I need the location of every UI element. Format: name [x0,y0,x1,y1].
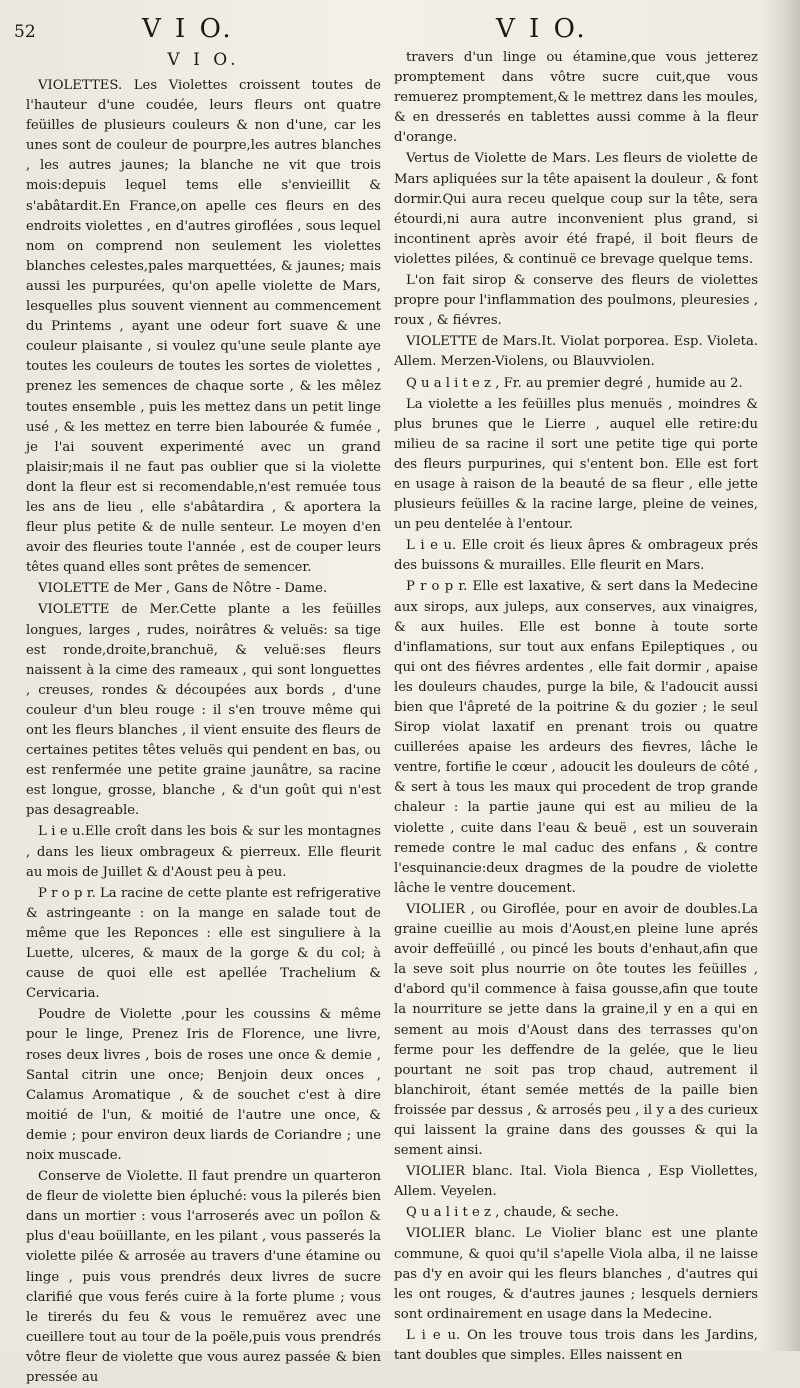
right-column [394,48,758,1366]
entry-lieu: L i e u.Elle croît dans les bois & sur les montagnes , dans les lieux ombrageux & pierreux. Elle fleurit au mois de Juillet & d'Aoust peu à peu. [26,824,381,880]
entry-violette-de-mer-heading: VIOLETTE de Mer , Gans de Nôtre - Dame. [38,581,328,597]
entry-qualitez: Q u a l i t e z , Fr. au premier degré , humide au 2. [406,375,743,391]
page-edge-shadow [760,0,800,1351]
page-number: 52 [14,22,36,42]
entry-vertus-de-violette: Vertus de Violette de Mars. Les fleurs de violette de Mars apliquées sur la tête apaisent la douleur , & font dormir.Qui aura receu quelque coup sur la tête, sera étourdi,ni aura autre inconvenient plus grand, si incontinent après avoir été frapé, il boit fleurs de violettes pilées, & continuë ce brevage quelque tems. [394,151,758,267]
entry-conserve-de-violette: Conserve de Violette. Il faut prendre un quarteron de fleur de violette bien épluché: vous la pilerés bien dans un mortier : vous l'arroserés avec un poîlon & plus d'eau boüillante, en les pilant , vous passerés la violette pilée & arrosée au travers d'une étamine ou linge , puis vous prendrés deux livres de sucre clarifié que vous ferés cuire à la forte plume ; vous le tirerés du feu & vous le remuërez avec une cueillere tout au tour de la poële,puis vous prendrés vôtre fleur de violette que vous aurez passée & bien pressée au [26,1169,381,1385]
entry-continuation: travers d'un linge ou étamine,que vous jetterez promptement dans vôtre sucre cuit,que vous remuerez promptement,& le mettrez dans les moules, & en dresserés en tablettes aussi comme à la fleur d'orange. [394,50,758,146]
entry-violier-giroflee: VIOLIER , ou Giroflée, pour en avoir de doubles.La graine cueillie au mois d'Aoust,en pleine lune aprés avoir deffeüillé , ou pincé les bouts d'enhaut,afin que la seve soit plus nourrie on ôte toutes les feüilles , d'abord qu'il commence à faisa gousse,afin que toute la nourriture se jette dans la graine,il y en a qui en sement au mois d'Aoust dans des terrasses qu'on ferme pour les deffendre de la gelée, que le lieu pourtant ne soit pas trop chaud, autrement il blanchiroit, étant semée mettés de la paille bien froissée par dessus , & arrosés peu , il y a des curieux qui laissent la graine dans des gousses & qui la sement ainsi. [394,901,758,1159]
running-head-right: V I O. [496,14,588,44]
entry-propr: P r o p r. La racine de cette plante est refrigerative & astringeante : on la mange en salade tout de même que les Reponces : elle est singuliere à la Luette, ulceres, & maux de la gorge & du col; à cause de quoi elle est apellée Trachelium & Cervicaria. [26,885,381,1002]
entry-poudre-de-violette: Poudre de Violette ,pour les coussins & même pour le linge, Prenez Iris de Florence, une livre, roses deux livres , bois de roses une once & demie , Santal citrin une once; Benjoin deux onces , Calamus Aromatique , & de souchet c'est à dire moitié de l'un, & moitié de l'autre une once, & demie ; pour environ deux liards de Coriandre ; une noix muscade. [26,1007,381,1163]
entry-lieu: L i e u. On les trouve tous trois dans les Jardins, tant doubles que simples. Elles naissent en [394,1327,758,1363]
entry-lieu: L i e u. Elle croit és lieux âpres & ombrageux prés des buissons & murailles. Elle fleurit en Mars. [394,538,758,574]
entry-violier-blanc: VIOLIER blanc. Le Violier blanc est une plante commune, & quoi qu'il s'apelle Viola alba, il ne laisse pas d'y en avoir qui les fleurs blanches , d'autres qui les ont rouges, & d'autres jaunes ; lesquels derniers sont ordinairement en usage dans la Medecine. [394,1226,758,1322]
entry-description: La violette a les feüilles plus menuës , moindres & plus brunes que le Lierre , auquel elle retire:du milieu de sa racine il sort une petite tige qui porte des fleurs purpurines, qui s'entent bon. Elle est fort en usage à raison de la beauté de sa fleur , elle jette plusieurs feüilles & la racine large, pleine de veines, un peu dentelée à l'entour. [394,396,758,533]
entry-sirop: L'on fait sirop & conserve des fleurs de violettes propre pour l'inflammation des poulmons, pleuresies , roux , & fiévres. [394,273,758,329]
entry-violette-de-mars: VIOLETTE de Mars.It. Violat porporea. Esp. Violeta. Allem. Merzen-Violens, ou Blauvviolen. [394,334,758,370]
entry-qualitez: Q u a l i t e z , chaude, & seche. [406,1205,619,1221]
entry-violette-de-mer: VIOLETTE de Mer.Cette plante a les feüilles longues, larges , rudes, noirâtres & veluës: sa tige est ronde,droite,branchuë, & veluë:ses fleurs naissent à la cime des rameaux , qui sont longuettes , creuses, rondes & découpées aux bords , d'une couleur d'un bleu rouge : il s'en trouve même qui ont les fleurs blanches , il vient ensuite des fleurs de certaines petites têtes veluës qui pendent en bas, ou est renfermée une petite graine jaunâtre, sa racine est longue, grosse, blanche , & d'un goût qui n'est pas desagreable. [26,602,381,819]
page-header [0,8,800,48]
entry-violier-blanc-names: VIOLIER blanc. Ital. Viola Bienca , Esp Viollettes, Allem. Veyelen. [394,1164,758,1200]
entry-violettes: VIOLETTES. Les Violettes croissent toutes de l'hauteur d'une coudée, leurs fleurs ont quatre feüilles de plusieurs couleurs & non d'une, car les unes sont de couleur de pourpre,les autres blanches , les autres jaunes; la blanche ne vit que trois mois:depuis lequel tems elle s'envieillit & s'abâtardit.En France,on apelle ces fleurs en des endroits violettes , en d'autres giroflées , sous lequel nom on comprend non seulement les violettes blanches celestes,pales marquettées, & jaunes; mais aussi les purpurées, qu'on apelle violette de Mars, lesquelles plus souvent viennent au commencement du Printems , ayant une odeur fort suave & une couleur plaisante , si voulez qu'une seule plante aye toutes les couleurs de toutes les sortes de violettes , prenez les semences de chaque sorte , & les mêlez toutes ensemble , puis les mettez dans un petit linge usé , & les mettez en terre bien labourée & fumée , je l'ai souvent experimenté avec un grand plaisir;mais il ne faut pas oublier que si la violette dont la fleur est si recomendable,n'est remuée tous les ans de lieu , elle s'abâtardira , & aportera la fleur plus petite & de nulle senteur. Le moyen d'en avoir des fleuries toute l'année , est de couper leurs têtes quand elles sont prêtes de semencer. [26,78,381,576]
left-column [26,48,381,1388]
running-head-left: V I O. [142,14,234,44]
entry-propr: P r o p r. Elle est laxative, & sert dans la Medecine aux sirops, aux juleps, aux conserves, aux vinaigres, & aux huiles. Elle est bonne à toute sorte d'inflamations, sur tout aux enfans Epileptiques , ou qui ont des fiévres ardentes , elle fait dormir , apaise les douleurs chaudes, purge la bile, & l'adoucit aussi bien que l'âpreté de la poitrine & du gozier ; le seul Sirop violat laxatif en prenant trois ou quatre cuillerées apaise les ardeurs des fievres, lâche le ventre, fortifie le cœur , adoucit les douleurs de côté , & sert à tous les maux qui procedent de trop grande chaleur : la partie jaune qui est au milieu de la violette , cuite dans l'eau & beuë , est un souverain remede contre le mal caduc des enfans , & contre l'esquinancie:deux dragmes de la poudre de violette lâche le ventre doucement. [394,579,758,896]
section-title: V I O. [167,50,240,70]
